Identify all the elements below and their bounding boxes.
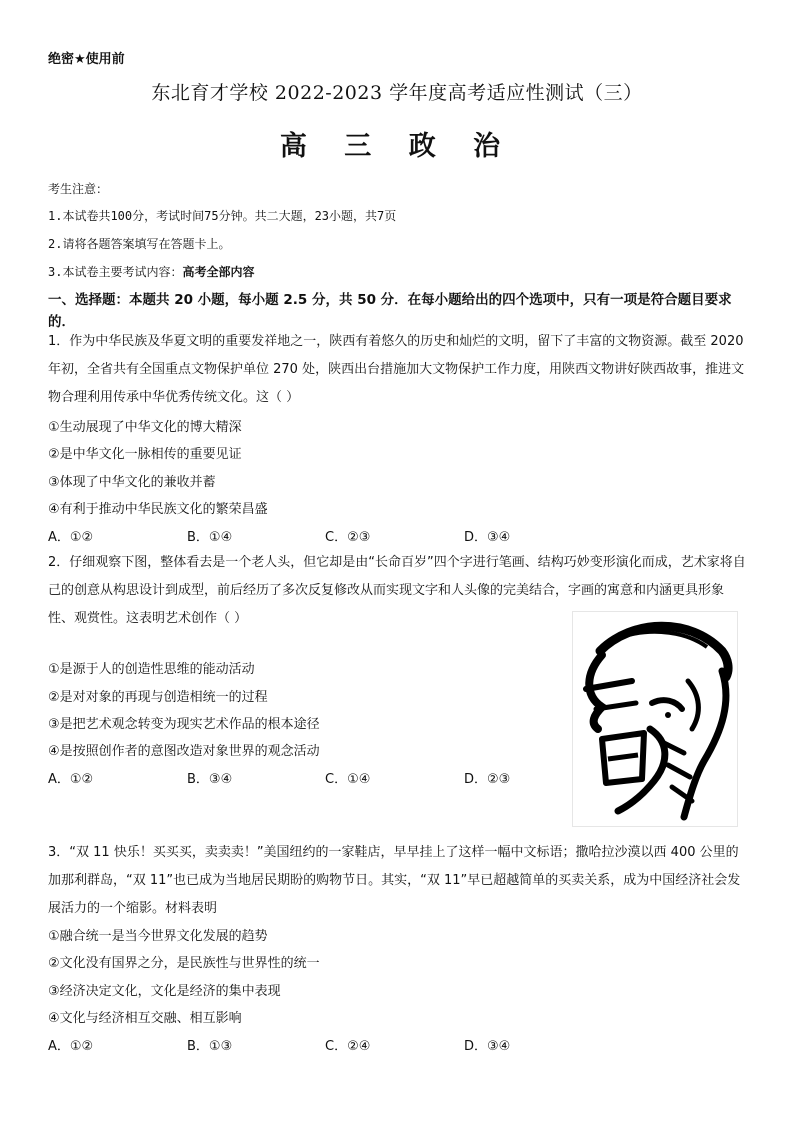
calligraphy-old-man-figure [572, 611, 738, 827]
notes-line-1: 1.本试卷共100分，考试时间75分钟。共二大题，23小题，共7页 [48, 209, 397, 223]
confidential-label: 绝密★使用前 [48, 52, 125, 67]
q1-item-1: ①生动展现了中华文化的博大精深 [48, 420, 242, 435]
subject-title: 高 三 政 治 [279, 131, 515, 162]
q1-item-4: ④有利于推动中华民族文化的繁荣昌盛 [48, 502, 268, 517]
notes-heading: 考生注意： [48, 182, 109, 196]
q3-stem: 3．“双 11 快乐！买买买，卖卖卖！”美国纽约的一家鞋店，早早挂上了这样一幅中文标语；撒哈拉沙漠以西 400 公里的加那利群岛，“双 11”也已成为当地居民期盼的购物节日。其实，“双 11”早已超越简单的买卖关系，成为中国经济社会发展活力的一个缩影。材料表明 [48, 845, 741, 916]
q2-option-b: B．③④ [187, 772, 233, 787]
q2-item-4: ④是按照创作者的意图改造对象世界的观念活动 [48, 744, 320, 759]
q3-item-2: ②文化没有国界之分，是民族性与世界性的统一 [48, 956, 320, 971]
school-title: 东北育才学校 2022-2023 学年度高考适应性测试（三） [151, 82, 643, 104]
q3-item-1: ①融合统一是当今世界文化发展的趋势 [48, 929, 268, 944]
q1-item-2: ②是中华文化一脉相传的重要见证 [48, 447, 242, 462]
notes-line-3-bold: 高考全部内容 [182, 265, 255, 279]
q2-option-a: A．①② [48, 772, 94, 787]
q2-item-3: ③是把艺术观念转变为现实艺术作品的根本途径 [48, 717, 320, 732]
q1-item-3: ③体现了中华文化的兼收并蓄 [48, 475, 216, 490]
section-1-title: 一、选择题：本题共 20 小题，每小题 2.5 分，共 50 分．在每小题给出的四个选项中，只有一项是符合题目要求的． [48, 292, 732, 330]
q1-option-c: C．②③ [325, 530, 371, 545]
q3-option-d: D．③④ [464, 1039, 511, 1054]
q2-option-d: D．②③ [464, 772, 511, 787]
q1-stem: 1．作为中华民族及华夏文明的重要发祥地之一，陕西有着悠久的历史和灿烂的文明，留下了丰富的文物资源。截至 2020 年初，全省共有全国重点文物保护单位 270 处，陕西出台措施加大文物保护工作力度，用陕西文物讲好陕西故事，推进文物合理利用传承中华优秀传统文化。这（ ） [48, 334, 745, 405]
q3-option-a: A．①② [48, 1039, 94, 1054]
q3-item-4: ④文化与经济相互交融、相互影响 [48, 1011, 242, 1026]
q1-option-a: A．①② [48, 530, 94, 545]
q1-option-b: B．①④ [187, 530, 233, 545]
q2-option-c: C．①④ [325, 772, 371, 787]
notes-line-3-prefix: 3.本试卷主要考试内容： [48, 265, 183, 279]
q3-option-c: C．②④ [325, 1039, 371, 1054]
calligraphy-old-man-drawing [572, 611, 738, 827]
notes-line-2: 2.请将各题答案填写在答题卡上。 [48, 237, 231, 251]
notes-line-3 [48, 263, 254, 280]
q2-stem: 2．仔细观察下图，整体看去是一个老人头，但它却是由“长命百岁”四个字进行笔画、结构巧妙变形演化而成，艺术家将自己的创意从构思设计到成型，前后经历了多次反复修改从而实现文字和人头像的完美结合，字画的寓意和内涵更具形象性、观赏性。这表明艺术创作（ ） [48, 555, 746, 626]
q1-option-d: D．③④ [464, 530, 511, 545]
q2-item-1: ①是源于人的创造性思维的能动活动 [48, 662, 255, 677]
q3-item-3: ③经济决定文化，文化是经济的集中表现 [48, 984, 281, 999]
q3-option-b: B．①③ [187, 1039, 233, 1054]
q2-item-2: ②是对对象的再现与创造相统一的过程 [48, 690, 268, 705]
